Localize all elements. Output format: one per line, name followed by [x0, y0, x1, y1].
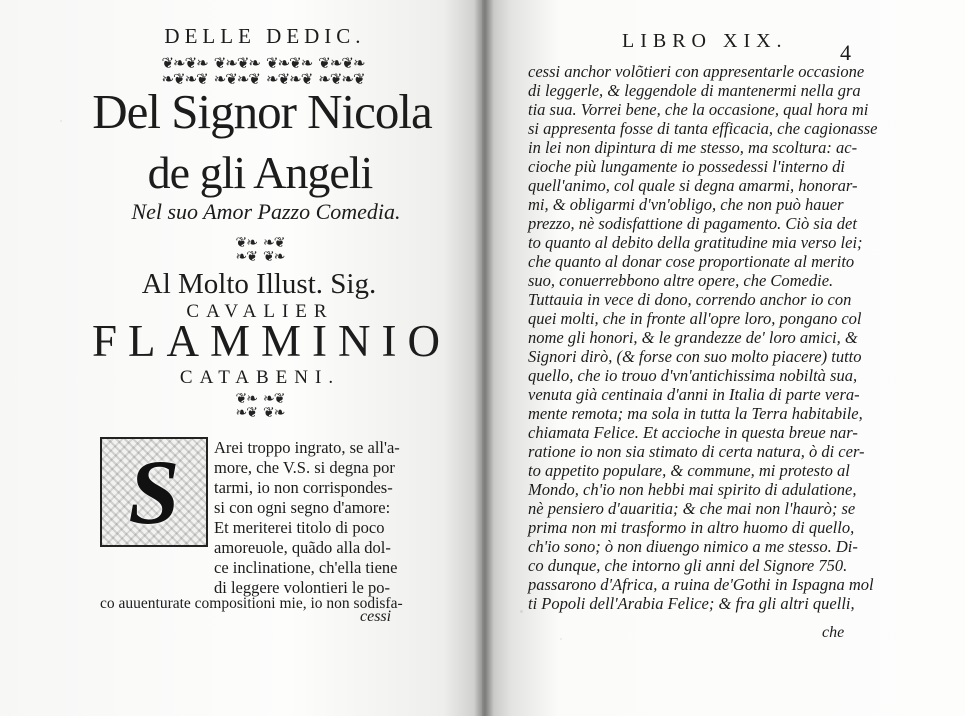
right-catchword: che — [822, 624, 845, 641]
text-line: mente remota; ma sola in tutta la Terra habitabile, — [528, 404, 863, 423]
text-line: passarono d'Africa, a ruina de'Gothi in Ispagna mol — [528, 575, 874, 594]
fleuron-icon: ❦❧ — [263, 406, 285, 421]
fleuron-icon: ❧❦❧❦ — [266, 72, 313, 88]
text-line: ti Popoli dell'Arabia Felice; & fra gli altri quelli, — [528, 594, 855, 613]
fleuron-icon: ❦❧❦❧ — [213, 56, 260, 72]
fleuron-icon: ❧❦❧❦ — [318, 72, 365, 88]
text-line: ratione io non sia stimato di certa natura, ò di cer- — [528, 442, 865, 461]
text-line: Signori dirò, (& forse con suo molto piacere) tutto — [528, 347, 862, 366]
text-line: quei molti, che in fronte all'opre loro, pongano col — [528, 309, 862, 328]
subtitle: Nel suo Amor Pazzo Comedia. — [131, 199, 401, 224]
fleuron-icon: ❦❧❦❧ — [266, 56, 313, 72]
fleuron-icon: ❦❧ — [235, 236, 257, 251]
text-line: ce inclinatione, ch'ella tiene — [214, 558, 398, 577]
text-line: di leggere volontieri le po- — [214, 578, 390, 597]
text-line: to quanto al debito della gratitudine mia verso lei; — [528, 233, 863, 252]
fleuron-icon: ❧❦❧❦ — [213, 72, 260, 88]
text-line: co dunque, che intorno gli anni del Signore 750. — [528, 556, 848, 575]
text-line: Tuttauia in vece di dono, correndo anchor io con — [528, 290, 852, 309]
fleuron-icon: ❧❦ — [263, 236, 285, 251]
text-line: si con ogni segno d'amore: — [214, 498, 391, 517]
fleuron-icon: ❧❦❧❦ — [161, 72, 208, 88]
paper-speck — [520, 610, 523, 613]
text-line: quello, che io trouo d'vn'antichissima nobiltà sua, — [528, 366, 858, 385]
text-line: venuta già centinaia d'anni in Italia di parte vera- — [528, 385, 860, 404]
fleuron-icon: ❦❧❦❧ — [318, 56, 365, 72]
paper-speck — [60, 120, 62, 122]
text-line: to appetito populare, & commune, mi protesto al — [528, 461, 850, 480]
text-line: mi, & obligarmi d'vn'obligo, che non può hauer — [528, 195, 844, 214]
decorated-initial-letter: S — [128, 441, 180, 543]
dedicatee-rank: CAVALIER — [186, 301, 334, 322]
fleuron-icon: ❧❦ — [235, 406, 257, 421]
title-line-2: de gli Angeli — [147, 147, 373, 198]
text-line: more, che V.S. si degna por — [214, 458, 395, 477]
dedication-line: Al Molto Illust. Sig. — [141, 268, 377, 300]
text-line: prima non mi trasformo in altro huomo di quello, — [528, 518, 855, 537]
page-number: 4 — [840, 40, 851, 65]
text-line: co auuenturate compositioni mie, io non sodisfa- — [100, 595, 403, 612]
text-line: tia sua. Vorrei bene, che la occasione, qual hora mi — [528, 100, 869, 119]
text-line: nè pensiero d'auaritia; & che mai non l'haurò; se — [528, 499, 856, 518]
fleuron-icon: ❧❦ — [263, 392, 285, 407]
fleuron-icon: ❦❧ — [235, 392, 257, 407]
left-body-text — [0, 0, 482, 716]
text-line: ch'io sono; ò non diuengo nimico a me stesso. Di- — [528, 537, 858, 556]
text-line: in lei non dipintura di me stesso, ma scoltura: ac- — [528, 138, 858, 157]
text-line: Et meriterei titolo di poco — [214, 518, 385, 537]
right-running-head: LIBRO XIX. — [622, 30, 788, 52]
text-line: che quanto al donar cose proportionate al merito — [528, 252, 855, 271]
fleuron-icon: ❧❦ — [235, 250, 257, 265]
text-line: cioche più lungamente io possedessi l'interno di — [528, 157, 845, 176]
title-line-1: Del Signor Nicola — [92, 84, 432, 139]
left-running-head: DELLE DEDIC. — [164, 24, 366, 48]
text-line: cessi anchor volõtieri con appresentarle occasione — [528, 62, 865, 81]
text-line: Mondo, ch'io non hebbi mai spirito di adulatione, — [528, 480, 857, 499]
text-line: prezzo, nè sodisfattione di pagamento. Ciò sia det — [528, 214, 857, 233]
dedicatee-surname: CATABENI. — [179, 367, 341, 388]
text-line: amoreuole, quãdo alla dol- — [214, 538, 391, 557]
text-line: si appresenta fosse di tanta efficacia, che cagionasse — [528, 119, 878, 138]
text-line: Arei troppo ingrato, se all'a- — [214, 438, 400, 457]
text-line: suo, conuerrebbono altre opere, che Comedie. — [528, 271, 834, 290]
text-line: nome gli honori, & le grandezze de' loro amici, & — [528, 328, 858, 347]
text-line: tarmi, io non corrispondes- — [214, 478, 393, 497]
fleuron-icon: ❦❧ — [263, 250, 285, 265]
fleuron-icon: ❦❧❦❧ — [161, 56, 208, 72]
text-line: quell'animo, col quale si degna amarmi, honorar- — [528, 176, 858, 195]
text-line: chiamata Felice. Et accioche in questa breue nar- — [528, 423, 858, 442]
paper-speck — [560, 638, 562, 640]
text-line: di leggerle, & leggendole di mantenermi nella gra — [528, 81, 861, 100]
dedicatee-first-name: FLAMMINIO — [92, 316, 452, 366]
left-catchword: cessi — [360, 608, 392, 625]
